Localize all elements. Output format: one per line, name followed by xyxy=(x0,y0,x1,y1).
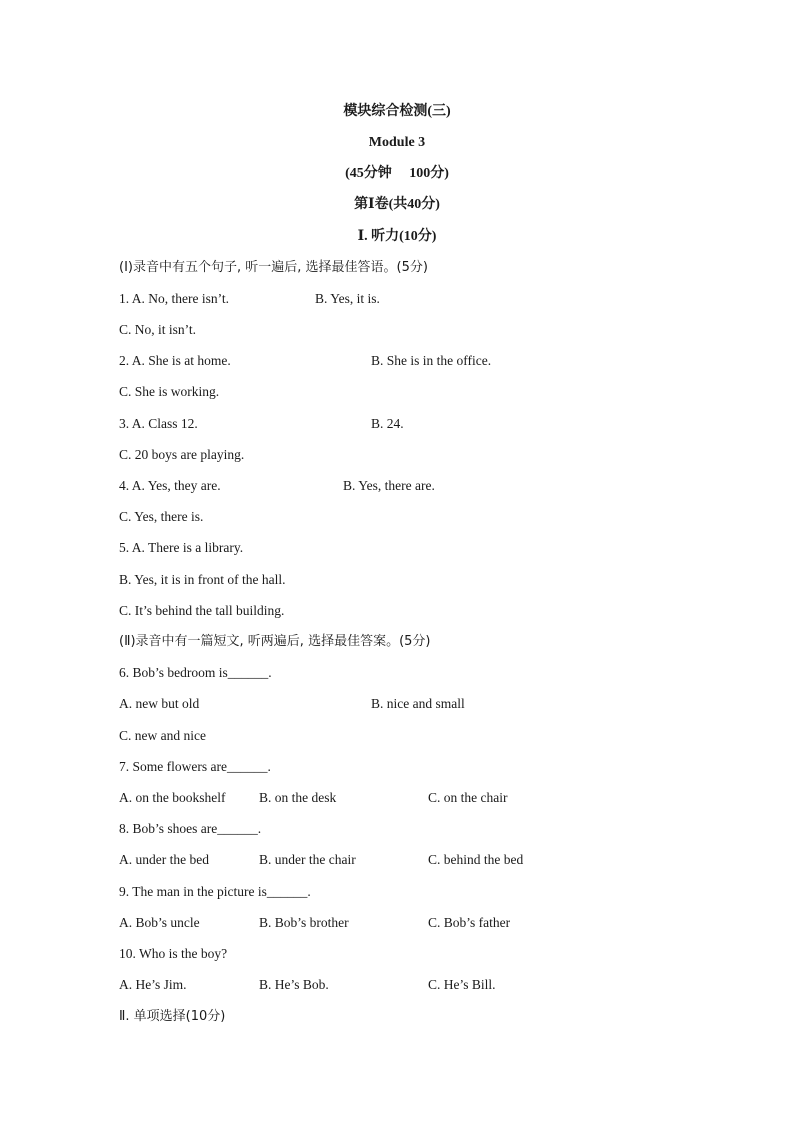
part2-instruction: (Ⅱ)录音中有一篇短文, 听两遍后, 选择最佳答案。(5分) xyxy=(119,634,431,649)
q2-option-c: C. She is working. xyxy=(119,384,220,399)
q3-option-c: C. 20 boys are playing. xyxy=(119,447,245,462)
section-multiple-choice-heading: Ⅱ. 单项选择(10分) xyxy=(119,1009,226,1024)
q9-option-c: C. Bob’s father xyxy=(428,915,511,930)
q5-option-c: C. It’s behind the tall building. xyxy=(119,603,285,618)
q3-option-a: 3. A. Class 12. xyxy=(119,416,198,431)
q5-option-b: B. Yes, it is in front of the hall. xyxy=(119,572,286,587)
q10-stem: 10. Who is the boy? xyxy=(119,946,228,961)
q4-option-a: 4. A. Yes, they are. xyxy=(119,478,221,493)
q2-option-a: 2. A. She is at home. xyxy=(119,353,231,368)
q7-option-c: C. on the chair xyxy=(428,790,508,805)
exam-title: 模块综合检测(三) xyxy=(343,104,451,119)
q1-option-c: C. No, it isn’t. xyxy=(119,322,197,337)
q3-option-b: B. 24. xyxy=(371,416,404,431)
section-listening-heading: Ⅰ. 听力(10分) xyxy=(357,229,437,244)
q10-option-a: A. He’s Jim. xyxy=(119,977,187,992)
q1-option-b: B. Yes, it is. xyxy=(315,291,380,306)
q10-option-c: C. He’s Bill. xyxy=(428,977,496,992)
q9-option-a: A. Bob’s uncle xyxy=(119,915,200,930)
q10-option-b: B. He’s Bob. xyxy=(259,977,329,992)
q9-stem: 9. The man in the picture is______. xyxy=(119,884,311,899)
q7-stem: 7. Some flowers are______. xyxy=(119,759,271,774)
q4-option-c: C. Yes, there is. xyxy=(119,509,204,524)
q9-option-b: B. Bob’s brother xyxy=(259,915,349,930)
q4-option-b: B. Yes, there are. xyxy=(343,478,435,493)
q6-option-a: A. new but old xyxy=(119,696,200,711)
part1-instruction: (Ⅰ)录音中有五个句子, 听一遍后, 选择最佳答语。(5分) xyxy=(119,260,428,275)
q2-option-b: B. She is in the office. xyxy=(371,353,492,368)
module-label: Module 3 xyxy=(368,135,426,150)
volume-label: 第Ⅰ卷(共40分) xyxy=(354,197,440,212)
q8-option-c: C. behind the bed xyxy=(428,852,524,867)
q6-stem: 6. Bob’s bedroom is______. xyxy=(119,665,272,680)
time-score: (45分钟 100分) xyxy=(345,166,449,181)
q8-option-b: B. under the chair xyxy=(259,852,356,867)
q8-option-a: A. under the bed xyxy=(119,852,209,867)
q6-option-b: B. nice and small xyxy=(371,696,465,711)
q1-option-a: 1. A. No, there isn’t. xyxy=(119,291,229,306)
q6-option-c: C. new and nice xyxy=(119,728,206,743)
q7-option-a: A. on the bookshelf xyxy=(119,790,226,805)
q5-option-a: 5. A. There is a library. xyxy=(119,540,244,555)
q8-stem: 8. Bob’s shoes are______. xyxy=(119,821,262,836)
q7-option-b: B. on the desk xyxy=(259,790,337,805)
